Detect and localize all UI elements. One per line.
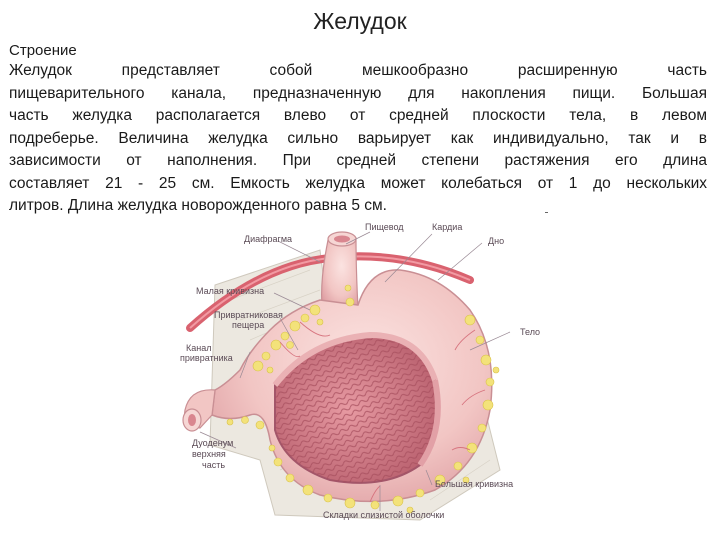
label-antrum-1: Привратниковая [214, 310, 283, 320]
paragraph-line: составляет 21 - 25 см. Емкость желудка может колебаться от 1 до нескольких [9, 174, 707, 192]
paragraph-line: литров. Длина желудка новорожденного равна 5 см. [9, 197, 387, 214]
label-mucosa-folds: Складки слизистой оболочки [323, 510, 445, 520]
section-heading: Строение [9, 42, 77, 59]
label-diaphragm: Диафрагма [244, 234, 293, 244]
label-esophagus: Пищевод [365, 222, 404, 232]
label-body: Тело [520, 327, 541, 337]
paragraph-line: зависимости от наполнения. При средней степени растяжения его длина [9, 152, 707, 169]
paragraph-line: Желудок представляет собой мешкообразно расширенную часть [9, 62, 707, 79]
label-duodenum-1: Дуоденум [192, 438, 234, 448]
label-fundus: Дно [488, 236, 505, 246]
stomach-figure [170, 210, 560, 540]
stomach-illustration [170, 210, 560, 540]
paragraph-line: часть желудка располагается влево от средней плоскости тела, в левом [9, 107, 707, 124]
label-canal-2: привратника [180, 353, 233, 363]
paragraph-line: подреберье. Величина желудка сильно варьирует как индивидуально, так и в [9, 129, 707, 147]
label-lesser-curvature: Малая кривизна [196, 286, 265, 296]
paragraph-line: пищеварительного канала, предназначенную для накопления пищи. Большая [9, 84, 707, 102]
label-greater-curvature: Большая кривизна [435, 479, 514, 489]
label-canal-1: Канал [186, 343, 212, 353]
label-cardia: Кардиа [432, 222, 463, 232]
body-paragraph [9, 60, 707, 218]
label-duodenum-3: часть [202, 460, 226, 470]
label-duodenum-2: верхняя [192, 449, 226, 459]
slide-title: Желудок [313, 8, 407, 34]
label-antrum-2: пещера [232, 320, 265, 330]
esophagus [322, 238, 358, 308]
